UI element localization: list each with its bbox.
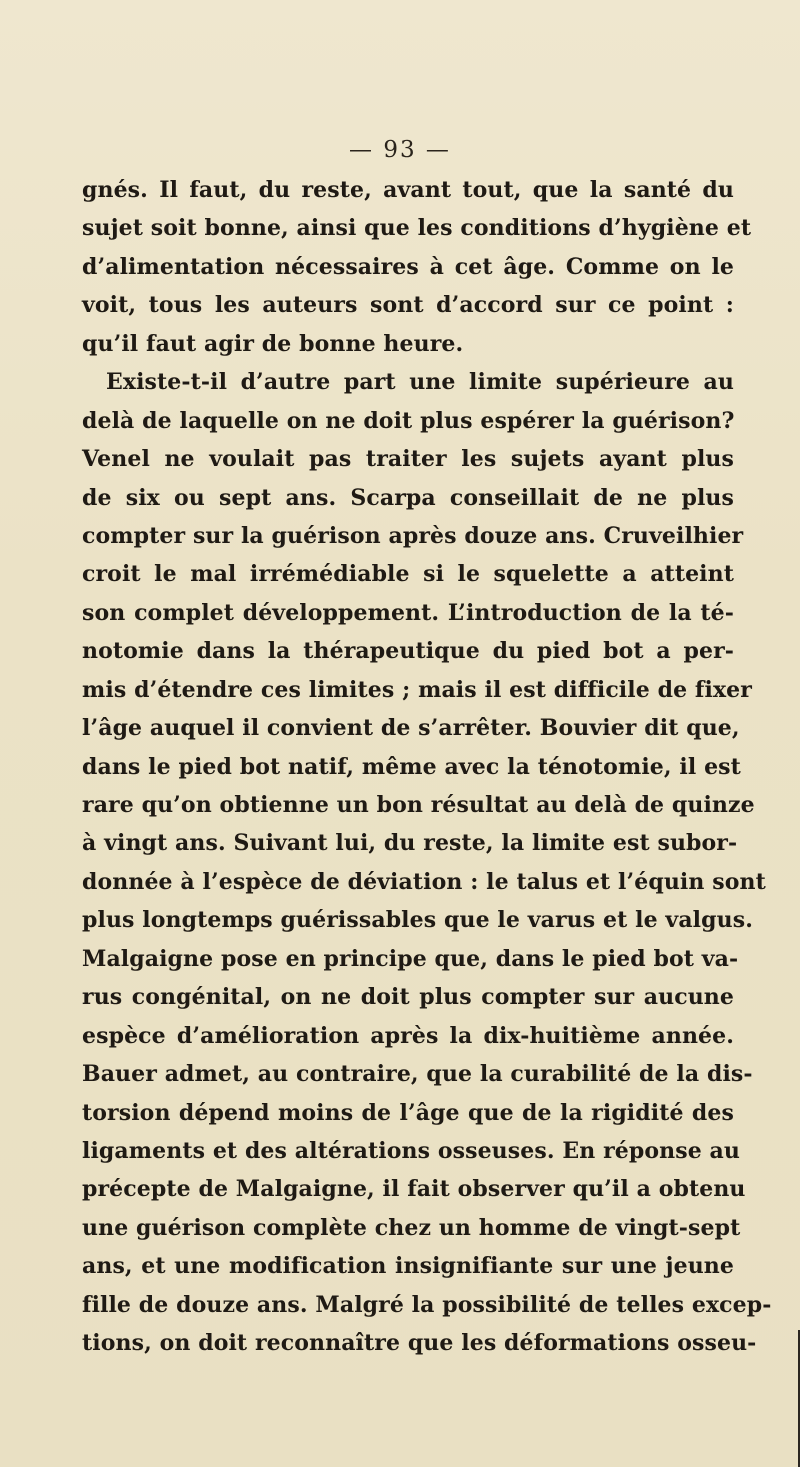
- text-line: Malgaigne pose en principe que, dans le pied bot va-: [82, 945, 739, 972]
- text-line: Bauer admet, au contraire, que la curabilité de la dis-: [82, 1061, 753, 1088]
- text-line: donnée à l’espèce de déviation : le talus et l’équin sont: [82, 868, 766, 895]
- text-line: de six ou sept ans. Scarpa conseillait de ne plus: [82, 484, 734, 511]
- text-line: précepte de Malgaigne, il fait observer qu’il a obtenu: [82, 1176, 746, 1203]
- text-line: à vingt ans. Suivant lui, du reste, la limite est subor-: [82, 830, 738, 857]
- text-line: l’âge auquel il convient de s’arrêter. Bouvier dit que,: [82, 715, 740, 742]
- text-line: croit le mal irrémédiable si le squelette a atteint: [82, 561, 734, 588]
- text-line: voit, tous les auteurs sont d’accord sur ce point :: [82, 292, 734, 319]
- text-line: torsion dépend moins de l’âge que de la rigidité des: [82, 1099, 734, 1126]
- text-line: rus congénital, on ne doit plus compter sur aucune: [82, 984, 734, 1011]
- text-line: une guérison complète chez un homme de vingt-sept: [82, 1214, 741, 1241]
- text-line: ligaments et des altérations osseuses. En réponse au: [82, 1137, 741, 1164]
- text-line: notomie dans la thérapeutique du pied bot a per-: [82, 638, 734, 665]
- text-line: tions, on doit reconnaître que les déformations osseu-: [82, 1330, 757, 1357]
- text-line: sujet soit bonne, ainsi que les conditions d’hygiène et: [82, 215, 752, 242]
- text-line: delà de laquelle on ne doit plus espérer la guérison?: [82, 407, 735, 434]
- text-line: mis d’étendre ces limites ; mais il est difficile de fixer: [82, 676, 752, 703]
- text-line: Existe-t-il d’autre part une limite supérieure au: [106, 369, 734, 396]
- text-line: qu’il faut agir de bonne heure.: [82, 330, 464, 357]
- text-line: ans, et une modification insignifiante sur une jeune: [82, 1253, 734, 1280]
- text-line: plus longtemps guérissables que le varus et le valgus.: [82, 907, 753, 934]
- body-text: [82, 171, 772, 1363]
- text-line: rare qu’on obtienne un bon résultat au delà de quinze: [82, 792, 755, 818]
- text-line: Venel ne voulait pas traiter les sujets ayant plus: [82, 446, 734, 473]
- page-number-header: — 93 —: [349, 137, 451, 163]
- text-line: d’alimentation nécessaires à cet âge. Comme on le: [82, 253, 734, 280]
- text-line: compter sur la guérison après douze ans. Cruveilhier: [82, 522, 744, 549]
- text-line: gnés. Il faut, du reste, avant tout, que la santé du: [82, 177, 734, 203]
- text-line: espèce d’amélioration après la dix-huitième année.: [82, 1022, 734, 1049]
- text-line: son complet développement. L’introduction de la té-: [82, 599, 734, 626]
- text-line: fille de douze ans. Malgré la possibilité de telles excep-: [82, 1291, 772, 1318]
- text-line: dans le pied bot natif, même avec la ténotomie, il est: [82, 753, 741, 780]
